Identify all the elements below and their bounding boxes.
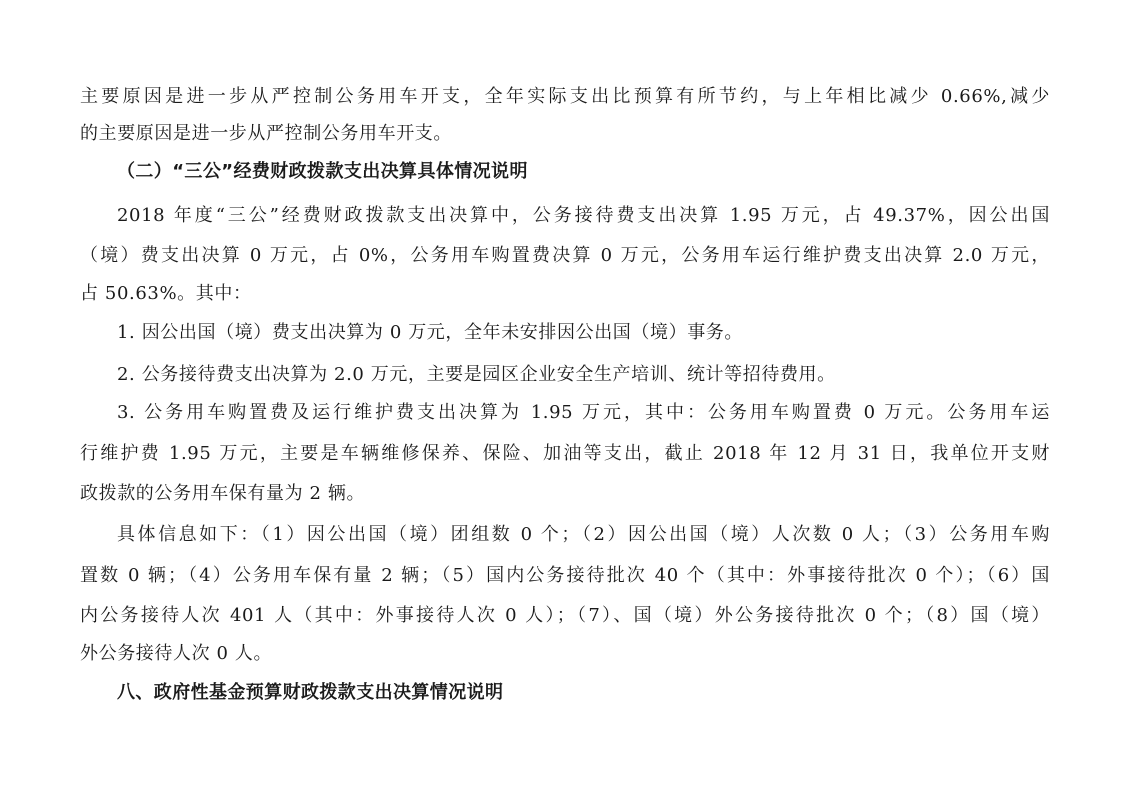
paragraph-line: （境）费支出决算 0 万元，占 0%，公务用车购置费决算 0 万元，公务用车运行维护费支出决算 2.0 万元， xyxy=(80,245,1050,266)
paragraph-line: 置数 0 辆；（4）公务用车保有量 2 辆；（5）国内公务接待批次 40 个（其中：外事接待批次 0 个）；（6）国 xyxy=(80,565,1050,586)
paragraph-line: 具体信息如下：（1）因公出国（境）团组数 0 个；（2）因公出国（境）人次数 0 人；（3）公务用车购 xyxy=(117,524,1050,545)
list-item: 3. 公务用车购置费及运行维护费支出决算为 1.95 万元，其中：公务用车购置费 0 万元。公务用车运 xyxy=(117,402,1050,423)
paragraph-line: 内公务接待人次 401 人（其中：外事接待人次 0 人）；（7）、国（境）外公务接待批次 0 个；（8）国（境） xyxy=(80,605,1050,626)
paragraph-line: 政拨款的公务用车保有量为 2 辆。 xyxy=(80,483,366,504)
section-heading: （二）“三公”经费财政拨款支出决算具体情况说明 xyxy=(117,161,528,182)
list-item: 1. 因公出国（境）费支出决算为 0 万元，全年未安排因公出国（境）事务。 xyxy=(117,322,743,343)
section-heading: 八、政府性基金预算财政拨款支出决算情况说明 xyxy=(117,682,504,703)
paragraph-line: 2018 年度“三公”经费财政拨款支出决算中，公务接待费支出决算 1.95 万元，占 49.37%，因公出国 xyxy=(117,205,1050,226)
paragraph-line: 外公务接待人次 0 人。 xyxy=(80,643,273,664)
paragraph-line: 占 50.63%。其中： xyxy=(80,283,252,304)
paragraph-line: 主要原因是进一步从严控制公务用车开支，全年实际支出比预算有所节约，与上年相比减少 0.66%,减少 xyxy=(80,86,1050,107)
paragraph-line: 的主要原因是进一步从严控制公务用车开支。 xyxy=(80,123,452,144)
list-item: 2. 公务接待费支出决算为 2.0 万元，主要是园区企业安全生产培训、统计等招待费用。 xyxy=(117,364,836,385)
paragraph-line: 行维护费 1.95 万元，主要是车辆维修保养、保险、加油等支出，截止 2018 年 12 月 31 日，我单位开支财 xyxy=(80,443,1050,464)
